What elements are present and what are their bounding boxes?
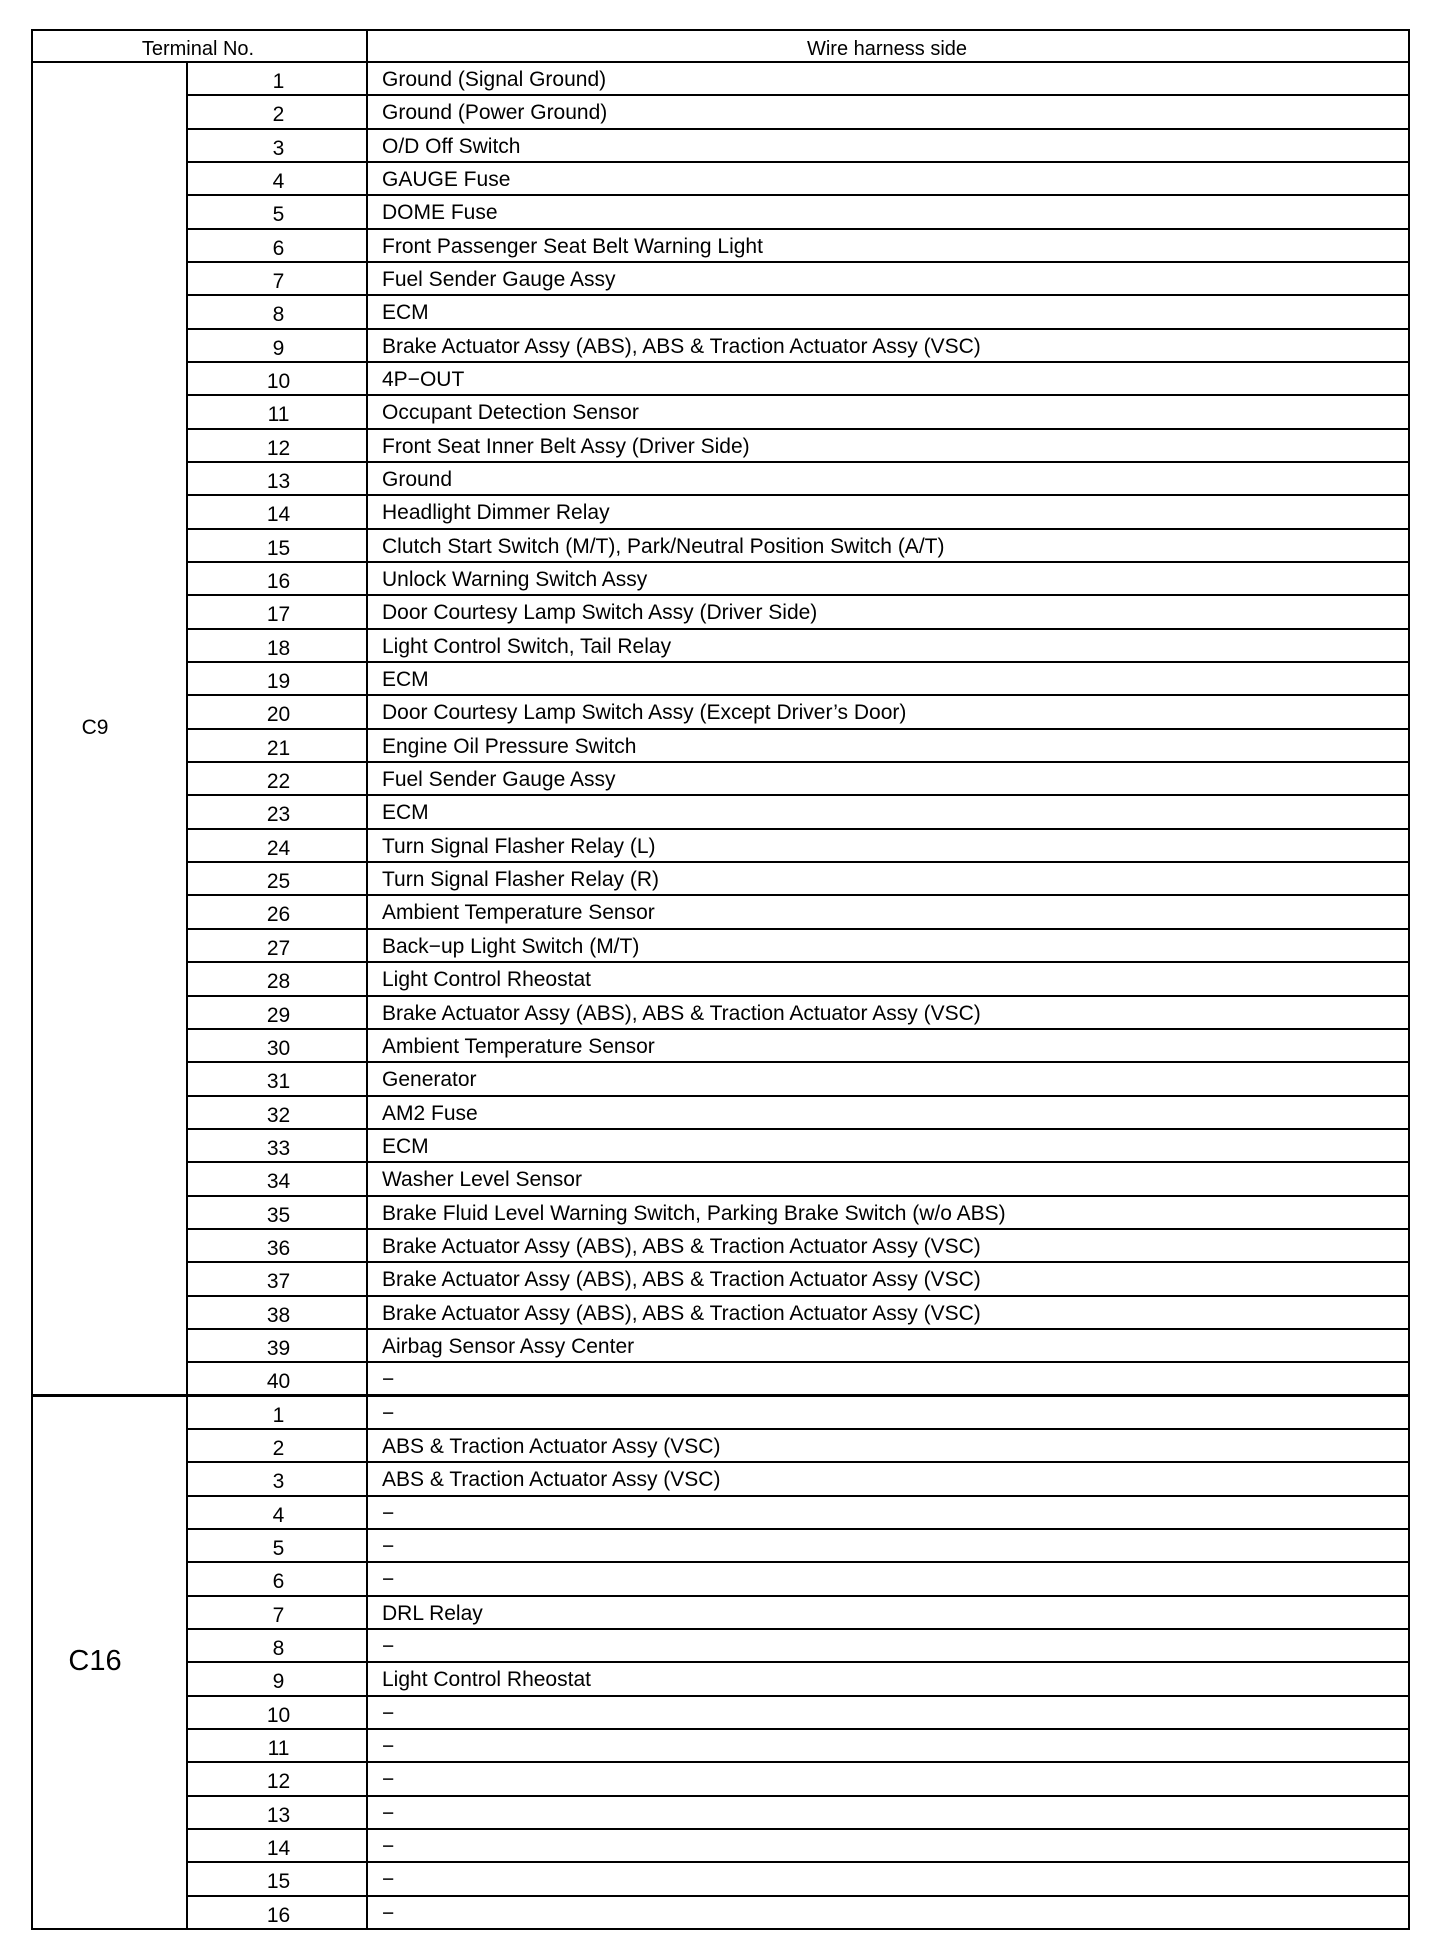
wire-description: Front Seat Inner Belt Assy (Driver Side)	[382, 434, 750, 458]
wire-description: −	[382, 1734, 395, 1758]
row-divider	[186, 161, 1410, 163]
wire-description: Light Control Rheostat	[382, 968, 591, 992]
group-divider	[31, 1394, 1410, 1397]
terminal-number: 12	[266, 1770, 291, 1794]
terminal-number: 30	[266, 1036, 291, 1060]
row-divider	[186, 328, 1410, 330]
row-divider	[186, 528, 1410, 530]
wire-description: ABS & Traction Actuator Assy (VSC)	[382, 1434, 721, 1458]
row-divider	[186, 1228, 1410, 1230]
row-divider	[186, 428, 1410, 430]
row-divider	[186, 1695, 1410, 1697]
terminal-number: 36	[266, 1236, 291, 1260]
row-divider	[186, 394, 1410, 396]
terminal-number: 2	[272, 103, 285, 127]
row-divider	[186, 361, 1410, 363]
row-divider	[186, 1828, 1410, 1830]
wire-description: DRL Relay	[382, 1601, 483, 1625]
terminal-number: 21	[266, 736, 291, 760]
row-divider	[186, 1361, 1410, 1363]
wire-description: Light Control Switch, Tail Relay	[382, 634, 672, 658]
row-divider	[186, 94, 1410, 96]
terminal-number: 33	[266, 1136, 291, 1160]
terminal-number: 16	[266, 570, 291, 594]
terminal-number: 13	[266, 470, 291, 494]
terminal-number: 20	[266, 703, 291, 727]
row-divider	[186, 1128, 1410, 1130]
wire-description: DOME Fuse	[382, 201, 498, 225]
terminal-number: 15	[266, 1870, 291, 1894]
row-divider	[186, 928, 1410, 930]
terminal-number: 18	[266, 636, 291, 660]
row-divider	[186, 1095, 1410, 1097]
wire-description: −	[382, 1901, 395, 1925]
row-divider	[186, 294, 1410, 296]
wire-description: −	[382, 1768, 395, 1792]
wire-description: O/D Off Switch	[382, 134, 521, 158]
wire-description: Door Courtesy Lamp Switch Assy (Driver Side)	[382, 601, 818, 625]
terminal-number: 32	[266, 1103, 291, 1127]
terminal-number: 40	[266, 1370, 291, 1394]
wire-description: Door Courtesy Lamp Switch Assy (Except Driver’s Door)	[382, 701, 907, 725]
wire-description: Fuel Sender Gauge Assy	[382, 768, 616, 792]
wire-description: Back−up Light Switch (M/T)	[382, 934, 640, 958]
wire-description: ECM	[382, 301, 429, 325]
terminal-wire-divider	[366, 29, 368, 1930]
terminal-number: 16	[266, 1903, 291, 1927]
row-divider	[186, 1861, 1410, 1863]
terminal-number: 8	[272, 303, 285, 327]
wire-description: ECM	[382, 1134, 429, 1158]
wire-description: Brake Actuator Assy (ABS), ABS & Traction Actuator Assy (VSC)	[382, 1234, 981, 1258]
row-divider	[186, 828, 1410, 830]
row-divider	[186, 1195, 1410, 1197]
terminal-number: 3	[272, 136, 285, 160]
row-divider	[186, 1161, 1410, 1163]
row-divider	[186, 728, 1410, 730]
terminal-number: 11	[267, 403, 290, 427]
terminal-number: 24	[266, 836, 291, 860]
terminal-number: 14	[266, 1836, 291, 1860]
terminal-number: 27	[266, 936, 291, 960]
header-terminal-no: Terminal No.	[141, 38, 255, 60]
row-divider	[186, 661, 1410, 663]
row-divider	[186, 1061, 1410, 1063]
terminal-number: 9	[272, 1670, 285, 1694]
wire-description: −	[382, 1568, 395, 1592]
row-divider	[186, 461, 1410, 463]
terminal-number: 31	[266, 1070, 291, 1094]
terminal-number: 10	[266, 1703, 291, 1727]
terminal-number: 10	[266, 370, 291, 394]
wire-description: Turn Signal Flasher Relay (L)	[382, 834, 656, 858]
terminal-number: 5	[272, 203, 285, 227]
wire-description: Fuel Sender Gauge Assy	[382, 268, 616, 292]
wire-description: Ground (Signal Ground)	[382, 68, 607, 91]
terminal-number: 19	[266, 670, 291, 694]
terminal-number: 5	[272, 1536, 285, 1560]
row-divider	[186, 995, 1410, 997]
row-divider	[186, 261, 1410, 263]
row-divider	[186, 694, 1410, 696]
table-border-left	[31, 29, 33, 1930]
terminal-number: 9	[272, 336, 285, 360]
wire-description: −	[382, 1868, 395, 1892]
row-divider	[186, 1595, 1410, 1597]
header-wire-harness-side: Wire harness side	[806, 38, 968, 60]
row-divider	[186, 794, 1410, 796]
row-divider	[186, 1495, 1410, 1497]
row-divider	[186, 1028, 1410, 1030]
row-divider	[186, 1328, 1410, 1330]
terminal-number: 6	[272, 1570, 285, 1594]
wire-description: Ground	[382, 468, 453, 492]
wire-description: −	[382, 1801, 395, 1825]
terminal-number: 25	[266, 870, 291, 894]
wire-description: −	[382, 1701, 395, 1725]
terminal-number: 34	[266, 1170, 291, 1194]
row-divider	[186, 861, 1410, 863]
table-border-top	[31, 29, 1410, 31]
wire-description: 4P−OUT	[382, 368, 465, 392]
terminal-number: 3	[272, 1470, 285, 1494]
wire-description: Brake Actuator Assy (ABS), ABS & Traction Actuator Assy (VSC)	[382, 1001, 981, 1025]
wire-description: Headlight Dimmer Relay	[382, 501, 610, 525]
header-divider	[31, 61, 1410, 63]
row-divider	[186, 761, 1410, 763]
row-divider	[186, 1795, 1410, 1797]
terminal-number: 15	[266, 536, 291, 560]
terminal-number: 39	[266, 1336, 291, 1360]
row-divider	[186, 1428, 1410, 1430]
row-divider	[186, 1528, 1410, 1530]
wire-description: −	[382, 1634, 395, 1658]
wire-description: Front Passenger Seat Belt Warning Light	[382, 234, 763, 258]
row-divider	[186, 628, 1410, 630]
wire-description: Engine Oil Pressure Switch	[382, 734, 637, 758]
row-divider	[186, 494, 1410, 496]
terminal-number: 29	[266, 1003, 291, 1027]
row-divider	[186, 594, 1410, 596]
wire-description: −	[382, 1534, 395, 1558]
wire-description: Light Control Rheostat	[382, 1668, 591, 1692]
row-divider	[186, 1728, 1410, 1730]
terminal-number: 22	[266, 770, 291, 794]
wire-description: −	[382, 1834, 395, 1858]
row-divider	[186, 1295, 1410, 1297]
terminal-number: 1	[272, 70, 285, 93]
wire-description: Brake Actuator Assy (ABS), ABS & Traction Actuator Assy (VSC)	[382, 1301, 981, 1325]
row-divider	[186, 1761, 1410, 1763]
terminal-number: 7	[272, 1603, 285, 1627]
terminal-number: 23	[266, 803, 291, 827]
wire-description: ECM	[382, 668, 429, 692]
row-divider	[186, 1895, 1410, 1897]
row-divider	[186, 1661, 1410, 1663]
terminal-number: 7	[272, 270, 285, 294]
terminal-number: 6	[272, 236, 285, 260]
row-divider	[186, 1561, 1410, 1563]
wire-description: GAUGE Fuse	[382, 168, 511, 192]
row-divider	[186, 961, 1410, 963]
wire-description: Ambient Temperature Sensor	[382, 901, 655, 925]
terminal-number: 37	[266, 1270, 291, 1294]
wire-description: Brake Fluid Level Warning Switch, Parking Brake Switch (w/o ABS)	[382, 1201, 1006, 1225]
wire-description: −	[382, 1368, 395, 1392]
wire-description: Ground (Power Ground)	[382, 101, 608, 125]
row-divider	[186, 1628, 1410, 1630]
wire-description: Generator	[382, 1068, 477, 1092]
terminal-number: 8	[272, 1636, 285, 1660]
terminal-number: 17	[266, 603, 291, 627]
wire-description: Unlock Warning Switch Assy	[382, 568, 648, 592]
wire-description: Brake Actuator Assy (ABS), ABS & Traction Actuator Assy (VSC)	[382, 1268, 981, 1292]
terminal-number: 1	[272, 1403, 285, 1427]
row-divider	[186, 561, 1410, 563]
wire-description: Occupant Detection Sensor	[382, 401, 639, 425]
row-divider	[186, 194, 1410, 196]
table-border-right	[1408, 29, 1410, 1930]
row-divider	[186, 894, 1410, 896]
row-divider	[186, 1461, 1410, 1463]
terminal-number: 4	[272, 1503, 285, 1527]
terminal-number: 35	[266, 1203, 291, 1227]
wire-description: Ambient Temperature Sensor	[382, 1034, 655, 1058]
terminal-number: 4	[272, 170, 285, 194]
terminal-number: 14	[266, 503, 291, 527]
wire-description: ABS & Traction Actuator Assy (VSC)	[382, 1468, 721, 1492]
terminal-number: 13	[266, 1803, 291, 1827]
terminal-number: 2	[272, 1436, 285, 1460]
connector-label: C16	[68, 1644, 122, 1677]
wire-description: AM2 Fuse	[382, 1101, 478, 1125]
table-border-bottom	[31, 1928, 1410, 1930]
terminal-number: 26	[266, 903, 291, 927]
wire-description: −	[382, 1501, 395, 1525]
terminal-number: 38	[266, 1303, 291, 1327]
connector-label: C9	[81, 716, 109, 740]
terminal-number: 28	[266, 970, 291, 994]
terminal-number: 11	[267, 1736, 290, 1760]
row-divider	[186, 1261, 1410, 1263]
row-divider	[186, 228, 1410, 230]
wire-description: Washer Level Sensor	[382, 1168, 582, 1192]
wire-description: Clutch Start Switch (M/T), Park/Neutral Position Switch (A/T)	[382, 534, 945, 558]
terminal-number: 12	[266, 436, 291, 460]
row-divider	[186, 128, 1410, 130]
wire-description: ECM	[382, 801, 429, 825]
wire-description: Brake Actuator Assy (ABS), ABS & Traction Actuator Assy (VSC)	[382, 334, 981, 358]
wire-description: −	[382, 1401, 395, 1425]
wire-description: Turn Signal Flasher Relay (R)	[382, 868, 659, 892]
wire-description: Airbag Sensor Assy Center	[382, 1334, 635, 1358]
